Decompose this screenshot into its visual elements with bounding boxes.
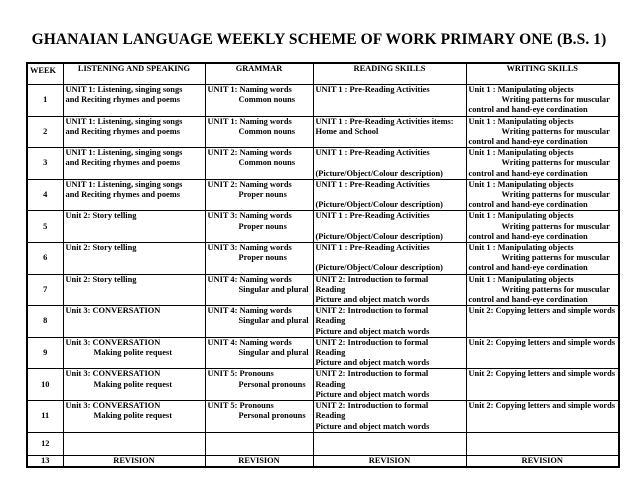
grammar-line: UNIT 1: Naming words — [207, 85, 292, 94]
listening-line: Making polite request — [93, 348, 172, 358]
grammar-cell — [205, 85, 313, 117]
listening-line: UNIT 1: Listening, singing songs — [65, 148, 183, 158]
listening-cell — [63, 85, 205, 117]
grammar-line: UNIT 3: Naming words — [207, 211, 292, 221]
reading-line: Picture and object match words — [315, 326, 430, 336]
writing-line: control and hand-eye cordination — [468, 168, 588, 178]
table-row — [27, 306, 619, 338]
empty-cell — [466, 432, 619, 455]
grammar-cell — [205, 274, 313, 306]
writing-cell — [466, 85, 619, 117]
reading-line: (Picture/Object/Colour description) — [315, 231, 443, 241]
reading-line: UNIT 1 : Pre-Reading Activities — [315, 179, 430, 189]
reading-line: Picture and object match words — [315, 421, 430, 431]
writing-line: Writing patterns for muscular — [501, 221, 610, 231]
listening-cell — [63, 116, 205, 148]
writing-cell — [466, 337, 619, 369]
table-row — [27, 148, 619, 180]
listening-cell — [63, 211, 205, 243]
writing-line: Unit 1 : Manipulating objects — [468, 211, 574, 221]
week-cell: 8 — [27, 306, 63, 338]
reading-line: Home and School — [315, 126, 379, 136]
reading-line: Reading — [315, 284, 346, 294]
reading-line — [316, 158, 464, 168]
reading-cell — [313, 306, 466, 338]
grammar-line: Singular and plural — [238, 348, 309, 358]
empty-cell — [313, 432, 466, 455]
grammar-cell — [205, 179, 313, 211]
grammar-line: Proper nouns — [238, 253, 287, 263]
listening-line: and Reciting rhymes and poems — [65, 190, 180, 200]
listening-cell — [63, 148, 205, 180]
reading-line: UNIT 2: Introduction to formal — [315, 337, 429, 347]
listening-line: and Reciting rhymes and poems — [65, 158, 180, 168]
grammar-line: Personal pronouns — [238, 411, 306, 421]
reading-line — [316, 105, 464, 115]
reading-line: Reading — [315, 379, 346, 389]
week-cell: 13 — [27, 455, 63, 467]
reading-line — [316, 222, 464, 232]
listening-line: and Reciting rhymes and poems — [65, 95, 180, 105]
reading-line: Reading — [315, 316, 346, 326]
listening-cell — [63, 337, 205, 369]
grammar-line: UNIT 4: Naming words — [207, 337, 292, 347]
grammar-cell — [205, 337, 313, 369]
revision-cell: REVISION — [466, 455, 619, 467]
listening-line: Making polite request — [93, 379, 172, 389]
reading-cell — [313, 211, 466, 243]
table-row — [27, 243, 619, 275]
writing-cell — [466, 116, 619, 148]
writing-cell — [466, 179, 619, 211]
grammar-line: Common nouns — [238, 158, 296, 168]
writing-line — [469, 316, 617, 326]
listening-line: Unit 3: CONVERSATION — [65, 337, 161, 347]
writing-line: Writing patterns for muscular — [501, 95, 610, 105]
reading-line: UNIT 1 : Pre-Reading Activities items: — [315, 116, 454, 126]
week-cell: 2 — [27, 116, 63, 148]
writing-line: control and hand-eye cordination — [468, 137, 588, 147]
listening-line: UNIT 1: Listening, singing songs — [65, 179, 183, 189]
listening-line: UNIT 1: Listening, singing songs — [65, 116, 183, 126]
reading-cell — [313, 337, 466, 369]
table-row — [27, 211, 619, 243]
listening-line: Unit 3: CONVERSATION — [65, 306, 161, 316]
reading-line: UNIT 2: Introduction to formal — [315, 369, 429, 379]
reading-line: UNIT 1 : Pre-Reading Activities — [315, 211, 430, 221]
grammar-line: UNIT 4: Naming words — [207, 306, 292, 316]
grammar-line: UNIT 3: Naming words — [207, 243, 292, 253]
grammar-cell — [205, 369, 313, 401]
week-cell: 3 — [27, 148, 63, 180]
grammar-line: UNIT 1: Naming words — [207, 116, 292, 126]
listening-cell — [63, 243, 205, 275]
grammar-line: Common nouns — [238, 95, 296, 105]
reading-cell — [313, 85, 466, 117]
revision-cell: REVISION — [313, 455, 466, 467]
writing-line: Writing patterns for muscular — [501, 253, 610, 263]
grammar-cell — [205, 243, 313, 275]
reading-line — [316, 190, 464, 200]
writing-line — [469, 421, 617, 431]
table-row — [27, 179, 619, 211]
week-cell: 6 — [27, 243, 63, 275]
reading-line: (Picture/Object/Colour description) — [315, 200, 443, 210]
week-cell: 10 — [27, 369, 63, 401]
writing-line: Writing patterns for muscular — [501, 284, 610, 294]
listening-line: and Reciting rhymes and poems — [65, 126, 180, 136]
grammar-line: UNIT 5: Pronouns — [207, 369, 274, 379]
writing-line: Unit 1 : Manipulating objects — [468, 243, 574, 253]
listening-line: Unit 2: Story telling — [65, 211, 137, 221]
reading-line: UNIT 2: Introduction to formal — [315, 306, 429, 316]
header-writing: WRITING SKILLS — [466, 63, 619, 85]
week-cell: 9 — [27, 337, 63, 369]
writing-line — [469, 327, 617, 337]
writing-line: Unit 1 : Manipulating objects — [468, 274, 574, 284]
week-cell: 12 — [27, 432, 63, 455]
listening-line: Unit 2: Story telling — [65, 243, 137, 253]
writing-line: Writing patterns for muscular — [501, 158, 610, 168]
writing-line — [469, 358, 617, 368]
writing-line: control and hand-eye cordination — [468, 263, 588, 273]
writing-line — [469, 380, 617, 390]
table-row — [27, 116, 619, 148]
listening-cell — [63, 179, 205, 211]
listening-line: Unit 3: CONVERSATION — [65, 401, 161, 411]
writing-line: Writing patterns for muscular — [501, 126, 610, 136]
header-row — [27, 63, 619, 85]
grammar-line: Singular and plural — [238, 316, 309, 326]
revision-row — [27, 455, 619, 467]
writing-line: Unit 1 : Manipulating objects — [468, 148, 574, 158]
listening-line: Unit 2: Story telling — [65, 274, 137, 284]
writing-line — [469, 348, 617, 358]
reading-line: Picture and object match words — [315, 389, 430, 399]
writing-line: control and hand-eye cordination — [468, 295, 588, 305]
listening-cell — [63, 306, 205, 338]
revision-cell: REVISION — [205, 455, 313, 467]
reading-line: Picture and object match words — [315, 358, 430, 368]
writing-cell — [466, 401, 619, 433]
writing-line: Unit 1 : Manipulating objects — [468, 116, 574, 126]
header-week: WEEK — [27, 63, 63, 85]
listening-line — [66, 316, 203, 326]
table-row — [27, 274, 619, 306]
empty-cell — [63, 432, 205, 455]
grammar-line: UNIT 2: Naming words — [207, 148, 292, 158]
reading-line: UNIT 2: Introduction to formal — [315, 274, 429, 284]
week-cell: 7 — [27, 274, 63, 306]
week-cell: 4 — [27, 179, 63, 211]
listening-line — [66, 222, 203, 232]
grammar-cell — [205, 148, 313, 180]
revision-cell: REVISION — [63, 455, 205, 467]
grammar-cell — [205, 401, 313, 433]
page-title: GHANAIAN LANGUAGE WEEKLY SCHEME OF WORK PRIMARY ONE (B.S. 1) — [31, 31, 607, 48]
writing-line: Unit 2: Copying letters and simple words — [468, 337, 616, 347]
reading-line: UNIT 1 : Pre-Reading Activities — [315, 148, 430, 158]
reading-line: Reading — [315, 348, 346, 358]
grammar-line: Proper nouns — [238, 190, 287, 200]
listening-cell — [63, 401, 205, 433]
reading-cell — [313, 148, 466, 180]
table-row — [27, 369, 619, 401]
reading-line: Reading — [315, 411, 346, 421]
week-cell: 1 — [27, 85, 63, 117]
listening-line: UNIT 1: Listening, singing songs — [65, 85, 183, 94]
writing-line: Unit 2: Copying letters and simple words — [468, 369, 616, 379]
writing-line: Unit 1 : Manipulating objects — [468, 85, 574, 94]
writing-cell — [466, 211, 619, 243]
header-listening: LISTENING AND SPEAKING — [63, 63, 205, 85]
reading-cell — [313, 116, 466, 148]
grammar-line: Proper nouns — [238, 221, 287, 231]
table-row — [27, 337, 619, 369]
listening-line — [66, 285, 203, 295]
writing-line: control and hand-eye cordination — [468, 105, 588, 115]
grammar-line: Personal pronouns — [238, 379, 306, 389]
reading-line: Picture and object match words — [315, 295, 430, 305]
header-grammar: GRAMMAR — [205, 63, 313, 85]
grammar-cell — [205, 116, 313, 148]
grammar-cell — [205, 211, 313, 243]
reading-cell — [313, 369, 466, 401]
writing-line: Unit 2: Copying letters and simple words — [468, 401, 616, 411]
writing-cell — [466, 148, 619, 180]
writing-line: Unit 1 : Manipulating objects — [468, 179, 574, 189]
writing-line: Unit 2: Copying letters and simple words — [468, 306, 616, 316]
listening-cell — [63, 274, 205, 306]
reading-line: UNIT 1 : Pre-Reading Activities — [315, 243, 430, 253]
grammar-cell — [205, 306, 313, 338]
table-row — [27, 432, 619, 455]
listening-line — [66, 253, 203, 263]
reading-line: (Picture/Object/Colour description) — [315, 263, 443, 273]
reading-line: UNIT 2: Introduction to formal — [315, 401, 429, 411]
listening-cell — [63, 369, 205, 401]
listening-line: Making polite request — [93, 411, 172, 421]
week-cell: 11 — [27, 401, 63, 433]
reading-cell — [313, 179, 466, 211]
reading-cell — [313, 243, 466, 275]
writing-cell — [466, 369, 619, 401]
empty-cell — [205, 432, 313, 455]
writing-line: Writing patterns for muscular — [501, 190, 610, 200]
writing-cell — [466, 274, 619, 306]
writing-line — [469, 390, 617, 400]
header-reading: READING SKILLS — [313, 63, 466, 85]
reading-cell — [313, 274, 466, 306]
reading-line — [316, 253, 464, 263]
reading-line: UNIT 1 : Pre-Reading Activities — [315, 85, 430, 94]
grammar-line: UNIT 4: Naming words — [207, 274, 292, 284]
writing-cell — [466, 243, 619, 275]
listening-line: Unit 3: CONVERSATION — [65, 369, 161, 379]
reading-line — [316, 137, 464, 147]
grammar-line: Common nouns — [238, 126, 296, 136]
table-row — [27, 401, 619, 433]
table-row — [27, 85, 619, 117]
grammar-line: UNIT 5: Pronouns — [207, 401, 274, 411]
grammar-line: UNIT 2: Naming words — [207, 179, 292, 189]
writing-cell — [466, 306, 619, 338]
week-cell: 5 — [27, 211, 63, 243]
writing-line: control and hand-eye cordination — [468, 231, 588, 241]
scheme-table — [26, 62, 620, 468]
reading-cell — [313, 401, 466, 433]
writing-line — [469, 411, 617, 421]
reading-line: (Picture/Object/Colour description) — [315, 168, 443, 178]
writing-line: control and hand-eye cordination — [468, 200, 588, 210]
grammar-line: Singular and plural — [238, 284, 309, 294]
reading-line — [316, 95, 464, 105]
